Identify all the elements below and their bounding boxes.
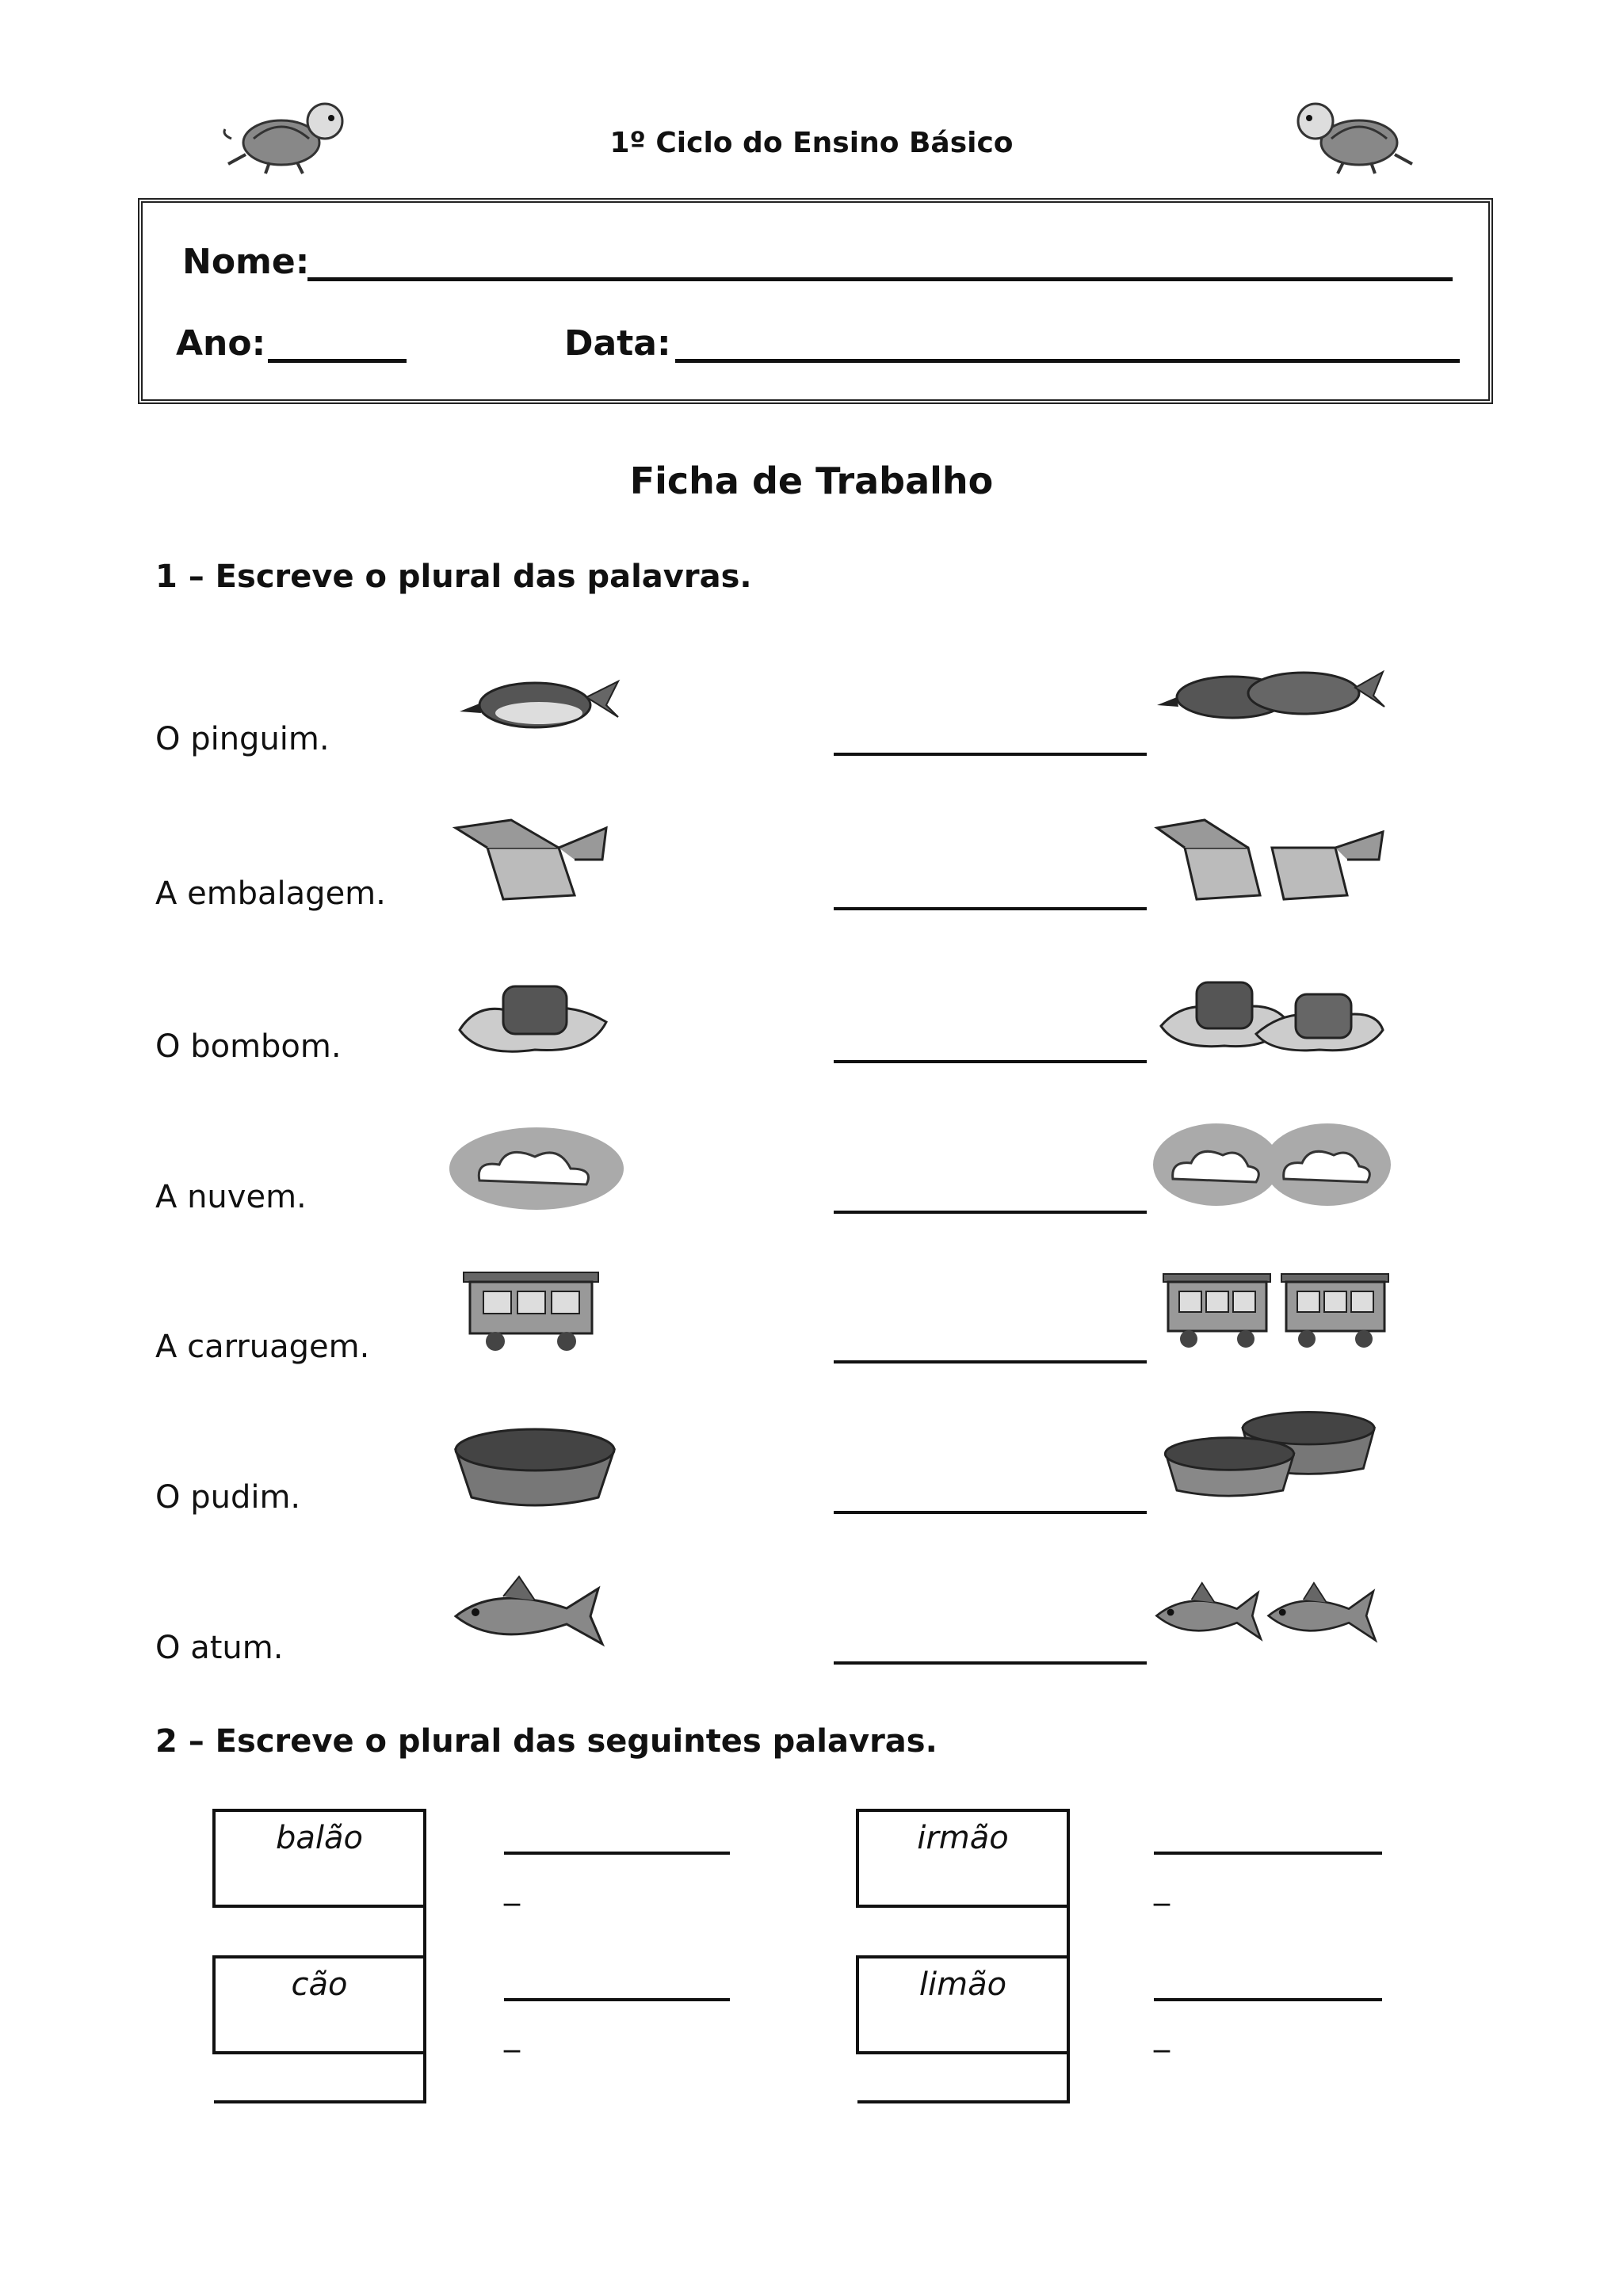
tunas-plural-icon	[1153, 1565, 1391, 1660]
word-box: balão	[212, 1809, 426, 1908]
exercise1-word: A carruagem.	[155, 1329, 370, 1365]
penguin-icon	[448, 658, 630, 753]
box-icon	[448, 812, 630, 907]
clouds-plural-icon	[1153, 1117, 1391, 1212]
bonbon-icon	[448, 967, 630, 1062]
answer-line[interactable]	[834, 1060, 1147, 1063]
exercise1-word: O pinguim.	[155, 721, 330, 757]
boxes-plural-icon	[1153, 812, 1391, 907]
exercise1-word: O atum.	[155, 1630, 284, 1666]
answer-line[interactable]	[1154, 1998, 1382, 2001]
year-field[interactable]	[268, 359, 407, 363]
exercise1-instruction: 1 – Escreve o plural das palavras.	[155, 559, 752, 595]
answer-line[interactable]	[1154, 1852, 1382, 1855]
box-divider	[1067, 1908, 1070, 1955]
exercise1-word: A nuvem.	[155, 1179, 307, 1215]
carriages-plural-icon	[1157, 1266, 1395, 1361]
box-divider	[1067, 2054, 1070, 2103]
stray-mark: _	[1154, 2016, 1170, 2053]
stray-mark: _	[504, 2016, 520, 2053]
exercise1-word: A embalagem.	[155, 875, 386, 912]
name-field[interactable]	[307, 277, 1453, 281]
student-info-box	[138, 198, 1493, 404]
answer-line[interactable]	[834, 1211, 1147, 1214]
bonbons-plural-icon	[1153, 963, 1391, 1058]
carriage-icon	[448, 1266, 630, 1361]
stray-mark: _	[1154, 1870, 1170, 1906]
date-field[interactable]	[675, 359, 1460, 363]
word-box: irmão	[856, 1809, 1070, 1908]
cloud-icon	[448, 1121, 630, 1216]
year-label: Ano:	[176, 323, 266, 364]
stray-mark: _	[504, 1870, 520, 1906]
exercise1-word: O bombom.	[155, 1028, 342, 1065]
word-box: limão	[856, 1955, 1070, 2054]
name-label: Nome:	[182, 242, 310, 282]
answer-line[interactable]	[834, 1360, 1147, 1363]
puddings-plural-icon	[1153, 1406, 1391, 1501]
answer-line[interactable]	[834, 753, 1147, 756]
tuna-icon	[448, 1565, 630, 1660]
answer-line[interactable]	[834, 1511, 1147, 1514]
exercise2-instruction: 2 – Escreve o plural das seguintes palavras.	[155, 1723, 938, 1760]
date-label: Data:	[564, 323, 671, 364]
answer-line[interactable]	[834, 907, 1147, 910]
word-box: cão	[212, 1955, 426, 2054]
pudding-icon	[448, 1418, 630, 1513]
box-divider	[423, 2054, 426, 2103]
answer-line[interactable]	[504, 1852, 730, 1855]
school-header: 1º Ciclo do Ensino Básico	[609, 127, 1014, 159]
box-bottom-line	[214, 2100, 426, 2103]
answer-line[interactable]	[504, 1998, 730, 2001]
box-divider	[423, 1908, 426, 1955]
answer-line[interactable]	[834, 1661, 1147, 1665]
penguins-plural-icon	[1153, 650, 1391, 745]
exercise1-word: O pudim.	[155, 1479, 301, 1516]
worksheet-title: Ficha de Trabalho	[629, 460, 994, 502]
box-bottom-line	[857, 2100, 1070, 2103]
